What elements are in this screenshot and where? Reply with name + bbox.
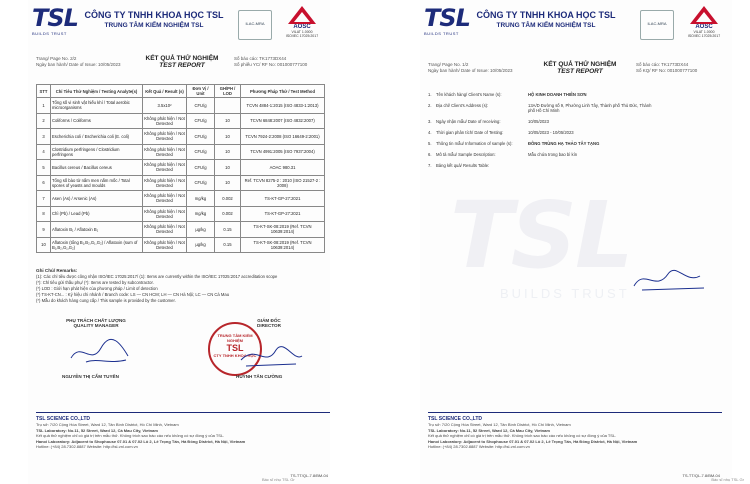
tsl-logo: TSL BUILDS TRUST <box>424 4 470 36</box>
company-name: CÔNG TY TNHH KHOA HỌC TSL TRUNG TÂM KIỂM NGHIỆM TSL <box>476 10 616 29</box>
quality-manager-title: PHỤ TRÁCH CHẤT LƯỢNG QUALITY MANAGER <box>66 318 126 328</box>
test-report-page-2 <box>28 0 330 484</box>
table-row: 2 Coliforms / Coliforms Không phát hiện / Not Detected CFU/g 10 TCVN 6848:2007 (ISO 4832:2007) <box>37 113 325 129</box>
tsl-watermark: TSL BUILDS TRUST <box>450 182 632 301</box>
director-signature <box>236 340 306 374</box>
table-row: 7 Asen (As) / Arsenic (As) Không phát hiện / Not Detected mg/kg 0.002 TS-KT-GP-27:2021 <box>37 191 325 207</box>
table-header-row: STT Chỉ Tiêu Thử Nghiệm / Testing Analyte(s) Kết Quả / Result (s) Đơn Vị / Unit GH/PH / LOD Phương Pháp Thử / Test Method <box>37 85 325 98</box>
director-name: HUỲNH TẤN CƯỜNG <box>236 374 283 379</box>
issue-date: Ngày ban hành/ Date of Issue: 10/05/2023 <box>36 62 121 67</box>
image-credit-right: Bác sĩ nhụ TSL Gr <box>711 477 744 482</box>
report-header <box>28 4 330 48</box>
info-row: 4. Thời gian phân tích/ Date of Testing: 10/05/2023 - 10/05/2023 <box>428 130 574 135</box>
table-row: 3 Escherichia coli / Escherichia coli (E. coli) Không phát hiện / Not Detected CFU/g 10 TCVN 7924-2:2008 (ISO 16649-2:2001) <box>37 129 325 145</box>
issue-date: Ngày ban hành/ Date of Issue: 10/05/2023 <box>428 68 513 73</box>
report-title: KẾT QUẢ THỬ NGHIỆM TEST REPORT <box>543 61 617 75</box>
table-row: 8 Chì (Pb) / Lead (Pb) Không phát hiện / Not Detected mg/kg 0.002 TS-KT-GP-27:2021 <box>37 206 325 222</box>
aosc-logo: AOSC VILAT 1.0000 ISO/IEC 17025:2017 <box>680 6 728 42</box>
quality-manager-name: NGUYỄN THỊ CẨM TUYẾN <box>62 374 119 379</box>
table-row: 10 Aflatoxin (tổng B₁,B₂,G₁,G₂) / Aflatoxin (sum of B₁,B₂,G₁,G₂) Không phát hiện / Not Detected µg/kg 0.15 TS-KT-SK-08:2019 (Ref. TCVN 10639:2014) <box>37 237 325 253</box>
info-row: 1. Tên khách hàng/ Client's Name (s): HỘ KINH DOANH THIÊN SƠN <box>428 92 587 97</box>
report-title: KẾT QUẢ THỬ NGHIỆM TEST REPORT <box>145 55 219 69</box>
director-title: GIÁM ĐỐC DIRECTOR <box>257 318 281 328</box>
signature-block <box>36 318 326 388</box>
table-row: 4 Clostridium perfringens / Clostridium perfringens Không phát hiện / Not Detected CFU/g 10 TCVN 4991:2005 (ISO 7937:2004) <box>37 144 325 160</box>
accreditation-logos <box>640 6 730 46</box>
quality-manager-signature <box>66 336 136 370</box>
form-code: TS-TT/QL-7.8/BM-04 <box>290 472 328 478</box>
test-report-page-1 <box>420 0 732 484</box>
table-row: 6 Tổng số bào tử nấm men nấm mốc / Total spores of yeasts and moulds Không phát hiện / Not Detected CFU/g 10 Ref. TCVN 8275-2 : 2010 (ISO 21527-2 : 2008) <box>37 175 325 191</box>
table-row: 9 Aflatoxin B₁ / Aflatoxin B₁ Không phát hiện / Not Detected µg/kg 0.15 TS-KT-SK-08:2019 (Ref. TCVN 10639:2014) <box>37 222 325 238</box>
sample-info-list <box>428 92 720 174</box>
tsl-logo: TSL BUILDS TRUST <box>32 4 78 36</box>
page-number: Trang/ Page No. 2/2 <box>36 56 77 61</box>
info-row: 5. Thông tin mẫu/ Information of sample (s): ĐÔNG TRÙNG HẠ THẢO TÂY TẠNG <box>428 141 600 146</box>
image-credit-left: Bác sĩ nhụ TSL Gr <box>262 477 295 482</box>
report-number: Số báo cáo: TK1773DX44 <box>636 62 689 67</box>
director-signature <box>630 258 710 298</box>
info-row: 7. Bảng kết quả/ Results Table: <box>428 163 490 168</box>
remarks: Ghi Chú/ Remarks: (1): Các chỉ tiêu được công nhận ISO/IEC 17025:2017/ (1): Items are currently within the ISO/IEC 17025:2017 accreditation scope (*): Chỉ tiêu gửi thầu phụ/ (*): Items are tested by subcontractor. (*) LOD : Giới hạn phát hiện của phương pháp / Limit of detection (*) TS-KT-CN... : Ký hiệu chi nhánh / Branch code: LS — CN HCM; LH — CN Hà Nội; LC — CN Cà Mau (*) Mẫu do khách hàng cung cấp / This sample is provided by the customer. <box>36 268 278 303</box>
results-table <box>36 84 325 253</box>
report-footer: TSL SCIENCE CO.,LTD Trụ sở: 7/20 Cộng Hòa Street, Ward 12, Tân Bình District, Hồ Chí Minh, Vietnam TSL Laboratory: No.11, 52 Street, Ward 12, Cà Mau City, Vietnam Kết quả thử nghiệm chỉ có giá trị trên mẫu thử. Không trích sao báo cáo nếu không có sự đồng ý của TSL. Hanoi Laboratory: Adjacent to Shophouse 07.01 & 07.02 Lô 2, Lê Trọng Tấn, Hà Đông District, Hà Nội, Vietnam Hotline: (+84) 28.7302.8887 Website: http://tsl-vnl.com.vn TS-TT/QL-7.8/BM-04 <box>36 412 330 480</box>
aosc-logo: AOSC VILAT 1.0000 ISO/IEC 17025:2017 <box>278 6 326 42</box>
report-footer: TSL SCIENCE CO.,LTD Trụ sở: 7/20 Cộng Hòa Street, Ward 12, Tân Bình District, Hồ Chí Minh, Vietnam TSL Laboratory: No.11, 52 Street, Ward 12, Cà Mau City, Vietnam Kết quả thử nghiệm chỉ có giá trị trên mẫu thử. Không trích sao báo cáo nếu không có sự đồng ý của TSL. Hanoi Laboratory: Adjacent to Shophouse 07.01 & 07.02 Lô 2, Lê Trọng Tấn, Hà Đông District, Hà Nội, Vietnam Hotline: (+84) 28.7302.8887 Website: http://tsl-vnl.com.vn TS-TT/QL-7.8/BM-04 <box>428 412 722 480</box>
company-name: CÔNG TY TNHH KHOA HỌC TSL TRUNG TÂM KIỂM NGHIỆM TSL <box>84 10 224 29</box>
company-stamp: TRUNG TÂM KIỂM NGHIỆM TSL CTY TNHH KHOA HỌC <box>208 322 262 376</box>
info-row: 6. Mô tả mẫu/ Sample Description: Mẫu chứa trong bao bì kín <box>428 152 578 157</box>
table-row: 5 Bacillus cereus / Bacillus cereus Không phát hiện / Not Detected CFU/g 10 AOAC 980.31 <box>37 160 325 176</box>
form-code: TS-TT/QL-7.8/BM-04 <box>682 472 720 478</box>
ilac-mra-logo: ILAC-MRA <box>238 10 272 40</box>
request-number: Số KQ/ RF No: 001000777100 <box>636 68 698 73</box>
report-header <box>420 4 732 48</box>
info-row: 2. Địa chỉ/ Client's Address (s): 13A/D Đường số 9, Phường Linh Tây, Thành phố Thủ Đức, Thành phố Hồ Chí Minh <box>428 103 652 113</box>
page-number: Trang/ Page No. 1/2 <box>428 62 469 67</box>
ilac-mra-logo: ILAC-MRA <box>640 10 674 40</box>
table-row: 1 Tổng số vi sinh vật hiếu khí / Total aerobic microorganisms 3.5x10² CFU/g TCVN 4884-1:2015 (ISO 4833-1:2013) <box>37 98 325 114</box>
info-row: 3. Ngày nhận mẫu/ Date of receiving: 10/05/2023 <box>428 119 549 124</box>
request-number: Số phiếu YC/ RF No: 001000777100 <box>234 62 308 67</box>
report-number: Số báo cáo: TK1773DX44 <box>234 56 287 61</box>
accreditation-logos <box>238 6 328 46</box>
